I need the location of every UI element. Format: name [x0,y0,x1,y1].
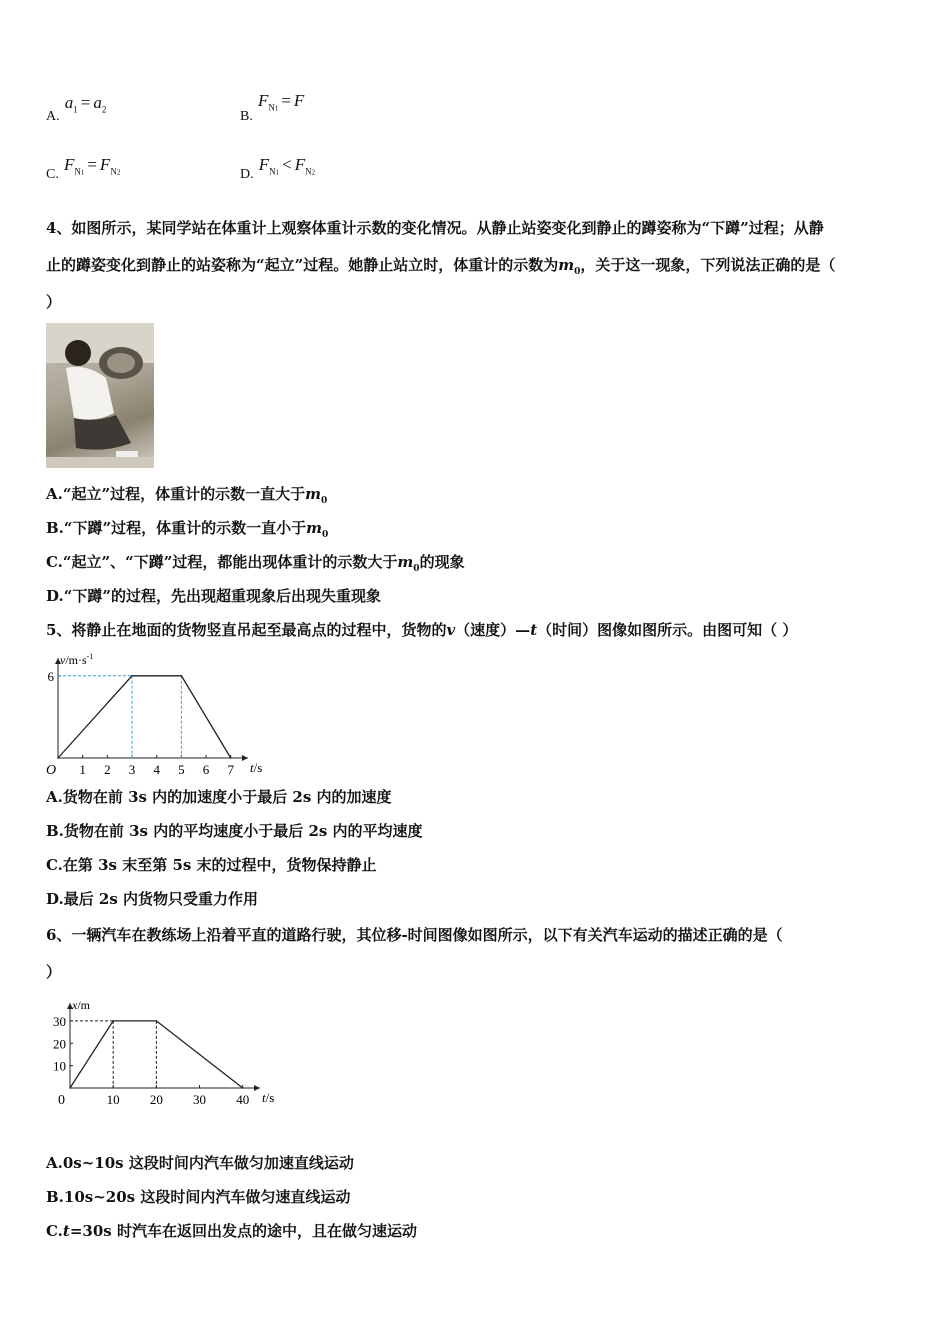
x-tick-label: 40 [236,1092,250,1107]
formula: $F_{N1} = F_{N2}$ [63,155,121,177]
data-point [131,675,133,677]
formula: $F_{N1} = F$ [257,91,305,113]
q6-option-b: B.10s~20s 这段时间内汽车做匀速直线运动 [46,1188,351,1206]
q6-option-c: C.t=30s 时汽车在返回出发点的途中，且在做匀速运动 [46,1222,417,1240]
x-tick-label: 20 [149,1092,163,1107]
y-tick-label: 30 [53,1013,66,1029]
option-label: A. [46,109,60,124]
option-label: C. [46,167,59,182]
x-axis-arrow [254,1085,260,1091]
q5-option-d: D.最后 2s 内货物只受重力作用 [46,890,259,908]
y-axis-label: $v/m\cdot s^{-1}$ [60,652,94,667]
q4-option-b: B.“下蹲”过程，体重计的示数一直小于$m_0$ [46,519,329,540]
q4-stem-line1: 4、如图所示，某同学站在体重计上观察体重计示数的变化情况。从静止站姿变化到静止的蹲姿称为“下蹲”过程；从静 [46,219,824,237]
y-tick-label: 10 [53,1058,66,1074]
formula: $a_1 = a_2$ [64,93,107,115]
q6-stem: 6、一辆汽车在教练场上沿着平直的道路行驶，其位移-时间图像如图所示，以下有关汽车运动的描述正确的是（ [46,926,783,944]
q5-stem: 5、将静止在地面的货物竖直吊起至最高点的过程中，货物的v（速度）—t（时间）图像如图所示。由图可知（ ） [46,621,798,639]
y-axis-label: x/m [72,998,90,1012]
x-tick-label: 1 [79,762,86,777]
x-tick-label: 4 [153,762,160,777]
origin-label: 0 [58,1093,65,1108]
x-tick-label: 6 [202,762,210,777]
series-line [58,676,231,758]
data-point [181,675,183,677]
q4-stem-line2: 止的蹲姿变化到静止的站姿称为“起立”过程。她静止站立时，体重计的示数为$m_0$，关于这一现象，下列说法正确的是（ [46,256,836,277]
q6-stem-close: ） [46,963,62,981]
squatting-girl-illustration [46,323,154,468]
x-tick-label: 30 [193,1092,207,1107]
y-tick-label: 6 [47,668,54,684]
option-label: B. [240,109,253,124]
x-tick-label: 3 [128,762,136,777]
option-label: D. [240,167,254,182]
data-point [230,757,232,759]
x-axis-arrow [242,755,248,761]
x-tick-label: 5 [178,762,185,777]
q4-option-d: D.“下蹲”的过程，先出现超重现象后出现失重现象 [46,587,381,605]
q5-option-a: A.货物在前 3s 内的加速度小于最后 2s 内的加速度 [46,788,392,806]
q4-option-c: C.“起立”、“下蹲”过程，都能出现体重计的示数大于$m_0$的现象 [46,553,465,574]
q3-option-c [46,155,121,184]
q4-stem-line3: ） [46,293,62,311]
data-point [242,1087,244,1089]
x-axis-label: t/s [250,760,263,775]
q3-option-a [46,93,107,126]
x-axis-label: t/s [262,1090,275,1105]
q4-option-a: A.“起立”过程，体重计的示数一直大于$m_0$ [46,485,328,506]
velocity-time-chart [40,648,263,778]
q3-option-d [240,155,316,184]
q5-option-c: C.在第 3s 末至第 5s 末的过程中，货物保持静止 [46,856,377,874]
q5-option-b: B.货物在前 3s 内的平均速度小于最后 2s 内的平均速度 [46,822,423,840]
x-tick-label: 10 [106,1092,120,1107]
data-point [57,757,59,759]
x-tick-label: 7 [227,762,234,777]
data-point [69,1087,71,1089]
formula: $F_{N1} < F_{N2}$ [258,155,316,177]
data-point [112,1020,114,1022]
data-point [156,1020,158,1022]
y-tick-label: 20 [53,1036,66,1052]
displacement-time-chart [40,993,275,1118]
q6-option-a: A.0s~10s 这段时间内汽车做匀加速直线运动 [46,1154,354,1172]
x-tick-label: 2 [104,762,111,777]
scale-photo [46,323,154,468]
q3-option-b [240,91,305,126]
origin-label: O [46,763,57,778]
